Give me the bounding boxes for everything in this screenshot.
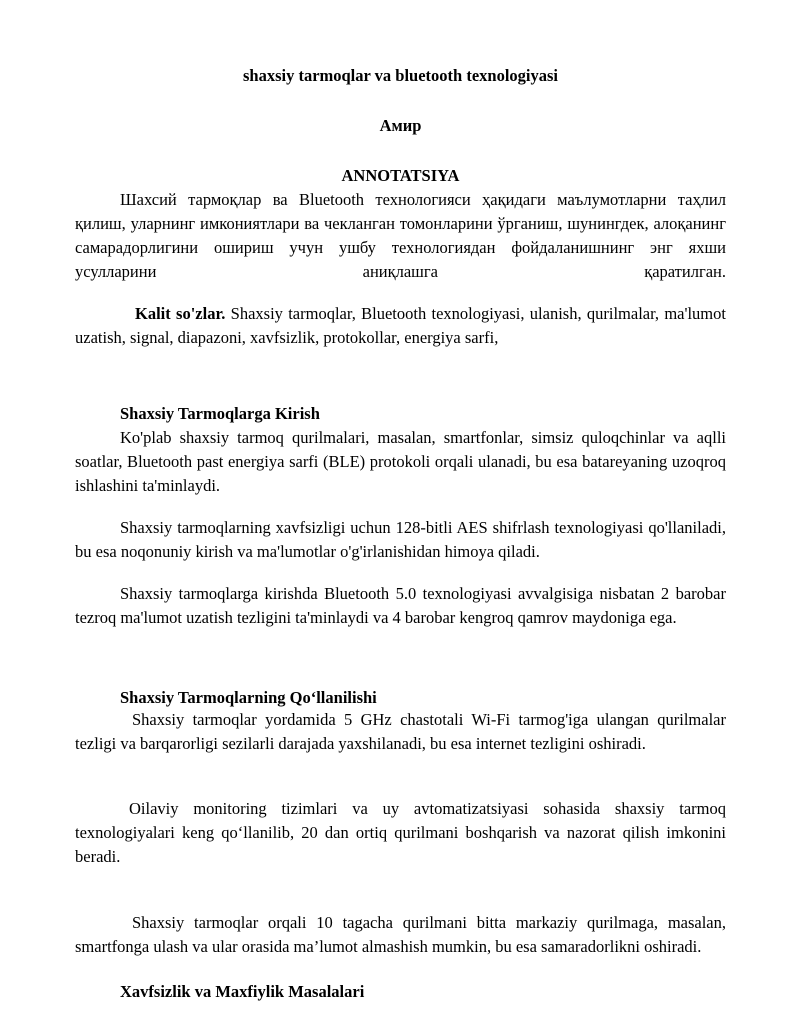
section-heading-usage: Shaxsiy Tarmoqlarning Qo‘llanilishi <box>120 688 377 707</box>
author-name: Амир <box>379 116 422 135</box>
intro-paragraph-3: Shaxsiy tarmoqlarga kirishda Bluetooth 5.0 texnologiyasi avvalgisiga nisbatan 2 barobar tezroq ma'lumot uzatish tezligini ta'minlaydi va 4 barobar kengroq qamrov maydoniga ega. <box>75 584 726 627</box>
section-heading-security: Xavfsizlik va Maxfiylik Masalalari <box>120 982 365 1001</box>
keywords-paragraph <box>75 302 726 350</box>
usage-paragraph-1: Shaxsiy tarmoqlar yordamida 5 GHz chastotali Wi-Fi tarmog'iga ulangan qurilmalar tezligi va barqarorligi sezilarli darajada yaxshilanadi, bu esa internet tezligini oshiradi. <box>75 710 726 753</box>
keywords-text: Shaxsiy tarmoqlar, Bluetooth texnologiyasi, ulanish, qurilmalar, ma'lumot uzatish, signal, diapazoni, xavfsizlik, protokollar, energiya sarfi, <box>75 304 726 347</box>
usage-paragraph-2: Oilaviy monitoring tizimlari va uy avtomatizatsiyasi sohasida shaxsiy tarmoq texnologiyalari keng qo‘llanilib, 20 dan ortiq qurilmani boshqarish va nazorat qilish imkonini beradi. <box>75 799 726 866</box>
annotation-heading: ANNOTATSIYA <box>341 166 460 185</box>
intro-paragraph-2: Shaxsiy tarmoqlarning xavfsizligi uchun 128-bitli AES shifrlash texnologiyasi qo'llaniladi, bu esa noqonuniy kirish va ma'lumotlar o'g'irlanishidan himoya qiladi. <box>75 518 726 561</box>
keywords-label: Kalit so'zlar. <box>135 304 226 323</box>
annotation-paragraph: Шахсий тармоқлар ва Bluetooth технологияси ҳақидаги маълумотларни таҳлил қилиш, уларнинг имкониятлари ва чекланган томонларини ўрганиш, шунингдек, алоқанинг самарадорлигини ошириш учун ушбу технологиядан фойдаланишнинг энг яхши усулларини аниқлашга қаратилган. <box>75 190 726 281</box>
usage-paragraph-3: Shaxsiy tarmoqlar orqali 10 tagacha qurilmani bitta markaziy qurilmaga, masalan, smartfonga ulash va ular orasida ma’lumot almashish mumkin, bu esa samaradorlikni oshiradi. <box>75 913 726 956</box>
document-title: shaxsiy tarmoqlar va bluetooth texnologiyasi <box>242 66 559 85</box>
section-heading-intro: Shaxsiy Tarmoqlarga Kirish <box>120 404 320 423</box>
intro-paragraph-1: Ko'plab shaxsiy tarmoq qurilmalari, masalan, smartfonlar, simsiz quloqchinlar va aqlli soatlar, Bluetooth past energiya sarfi (BLE) protokoli orqali ulanadi, bu esa batareyaning uzoqroq ishlashini ta'minlaydi. <box>75 428 726 495</box>
